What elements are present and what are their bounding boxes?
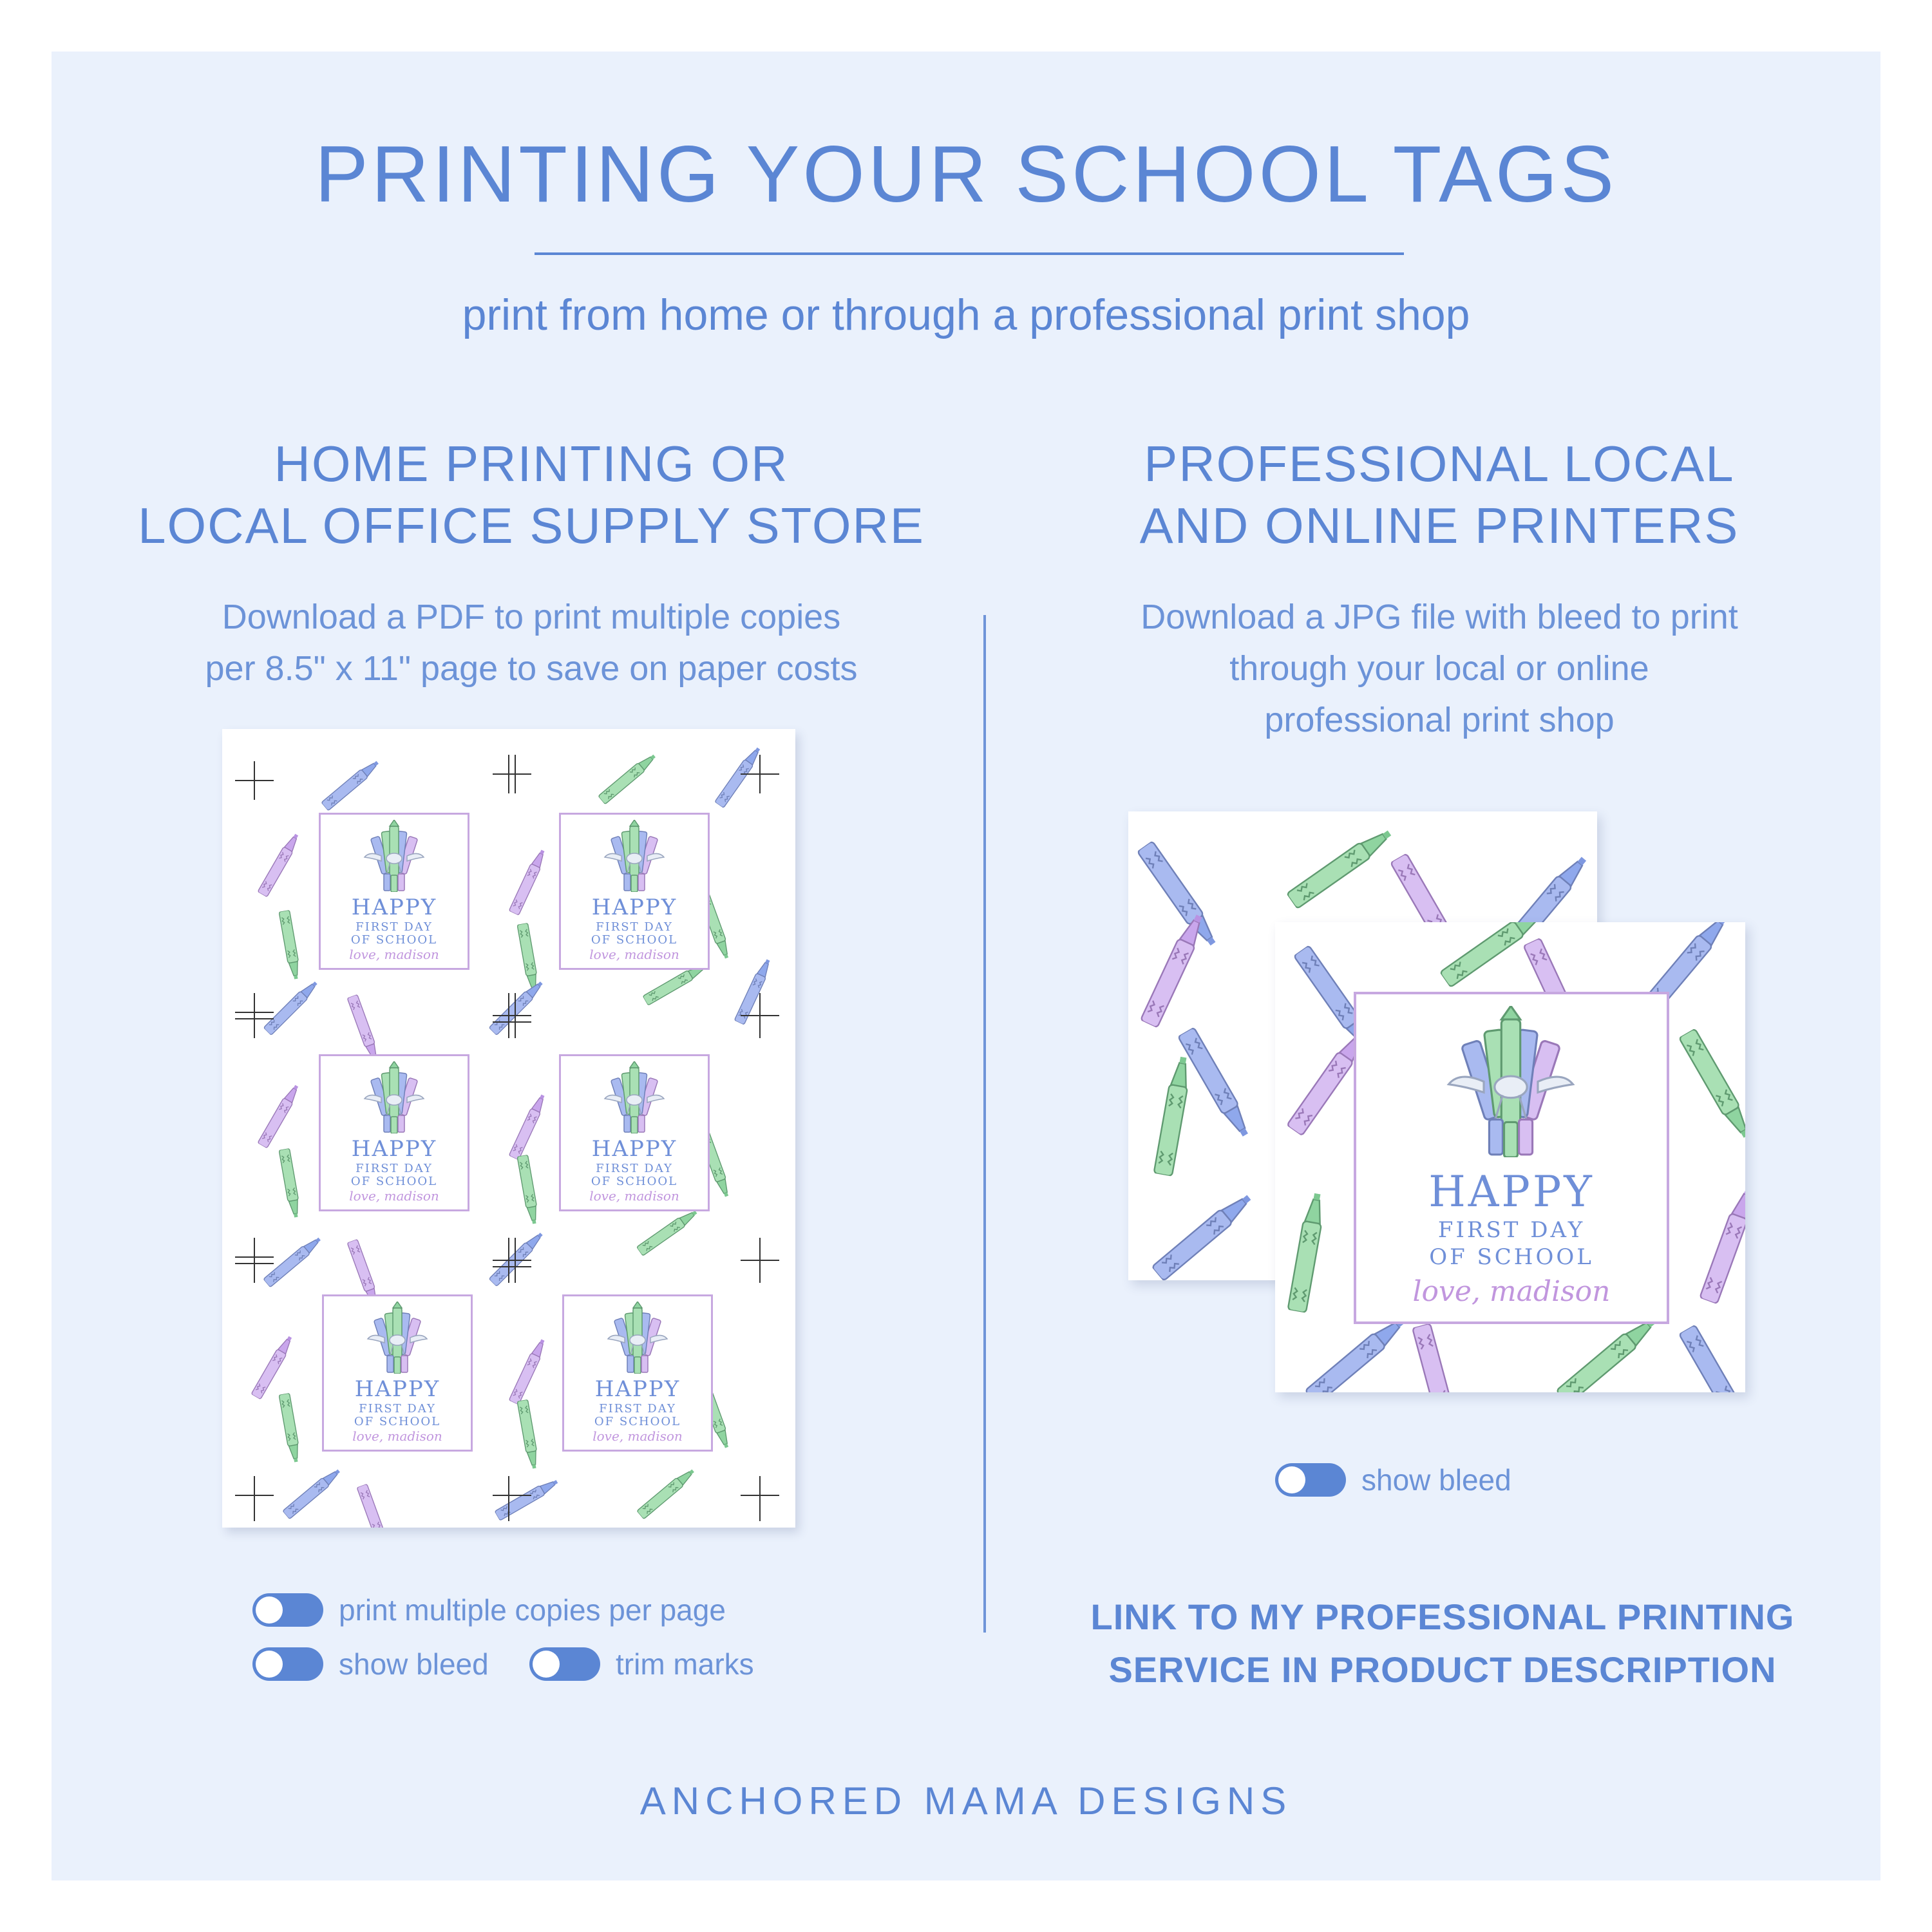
tag-preview: [322, 1294, 473, 1452]
tag-of-school: OF SCHOOL: [354, 1415, 441, 1428]
tag-happy: HAPPY: [594, 1376, 681, 1402]
tag-first-day: FIRST DAY: [355, 920, 433, 934]
tag-signature: love, madison: [349, 947, 439, 962]
tag-of-school: OF SCHOOL: [594, 1415, 681, 1428]
trim-marks-label: trim marks: [616, 1647, 754, 1681]
professional-printing-link-note: [1018, 1591, 1868, 1696]
crayon-bouquet-icon: [1443, 1006, 1578, 1157]
show-bleed-toggle[interactable]: [1275, 1463, 1346, 1497]
tag-preview: [562, 1294, 713, 1452]
link-note-line1: LINK TO MY PROFESSIONAL PRINTING: [1090, 1596, 1795, 1637]
print-multiple-copies-toggle[interactable]: [252, 1593, 323, 1627]
tag-signature: love, madison: [1412, 1275, 1611, 1308]
tag-first-day: FIRST DAY: [596, 920, 673, 934]
letter-page-preview: [222, 729, 795, 1528]
tag-preview: [319, 813, 469, 970]
home-printing-description: [97, 591, 966, 694]
tag-preview: [559, 1054, 710, 1211]
print-multiple-copies-label: print multiple copies per page: [339, 1593, 726, 1627]
crayon-bouquet-icon: [602, 820, 667, 892]
page-subtitle: print from home or through a professional print shop: [462, 290, 1470, 339]
tag-first-day: FIRST DAY: [359, 1402, 436, 1416]
tag-of-school: OF SCHOOL: [591, 1175, 678, 1188]
tag-first-day: FIRST DAY: [596, 1162, 673, 1175]
toggle-knob: [1278, 1466, 1305, 1493]
trim-marks-toggle[interactable]: [529, 1647, 600, 1681]
toggle-knob: [533, 1651, 560, 1678]
tag-happy: HAPPY: [351, 895, 437, 920]
tag-happy: HAPPY: [351, 1136, 437, 1162]
crayon-bouquet-icon: [362, 820, 426, 892]
crayon-bouquet-icon: [605, 1302, 670, 1374]
tag-happy: HAPPY: [1428, 1167, 1595, 1217]
home-printing-description-line1: Download a PDF to print multiple copies: [222, 598, 841, 636]
toggle-knob: [256, 1651, 283, 1678]
tag-signature: love, madison: [349, 1188, 439, 1204]
crayon-bouquet-icon: [362, 1061, 426, 1133]
tag-signature: love, madison: [592, 1428, 683, 1444]
tag-happy: HAPPY: [591, 1136, 677, 1162]
professional-printers-heading: [1005, 433, 1874, 556]
page-title: PRINTING YOUR SCHOOL TAGS: [314, 130, 1618, 219]
professional-printers-description-line1: Download a JPG file with bleed to print: [1141, 598, 1738, 636]
tag-signature: love, madison: [589, 947, 679, 962]
tag-signature: love, madison: [589, 1188, 679, 1204]
home-printing-heading-line1: HOME PRINTING OR: [274, 435, 789, 492]
professional-printers-description-line3: professional print shop: [1264, 701, 1615, 739]
tag-happy: HAPPY: [354, 1376, 440, 1402]
professional-printers-description-line2: through your local or online: [1229, 649, 1649, 688]
professional-printers-heading-line2: AND ONLINE PRINTERS: [1139, 497, 1739, 554]
show-bleed-toggle[interactable]: [252, 1647, 323, 1681]
home-printing-description-line2: per 8.5" x 11" page to save on paper costs: [205, 649, 858, 688]
column-divider: [983, 615, 986, 1633]
tag-of-school: OF SCHOOL: [350, 933, 438, 947]
tag-preview: [559, 813, 710, 970]
tag-of-school: OF SCHOOL: [591, 933, 678, 947]
tag-first-day: FIRST DAY: [1437, 1217, 1586, 1243]
toggle-knob: [256, 1596, 283, 1624]
link-note-line2: SERVICE IN PRODUCT DESCRIPTION: [1108, 1649, 1777, 1690]
home-printing-heading-line2: LOCAL OFFICE SUPPLY STORE: [138, 497, 925, 554]
tag-of-school: OF SCHOOL: [1429, 1244, 1594, 1270]
title-underline: [535, 252, 1404, 255]
tag-of-school: OF SCHOOL: [350, 1175, 438, 1188]
tag-preview-large: [1354, 992, 1669, 1324]
crayon-bouquet-icon: [365, 1302, 430, 1374]
show-bleed-label: show bleed: [1361, 1463, 1511, 1497]
home-printing-heading: [97, 433, 966, 556]
tag-first-day: FIRST DAY: [355, 1162, 433, 1175]
tag-preview: [319, 1054, 469, 1211]
crayon-bouquet-icon: [602, 1061, 667, 1133]
professional-printers-description: [1005, 591, 1874, 746]
tag-happy: HAPPY: [591, 895, 677, 920]
show-bleed-label: show bleed: [339, 1647, 489, 1681]
brand-name: ANCHORED MAMA DESIGNS: [639, 1779, 1293, 1823]
tag-signature: love, madison: [352, 1428, 442, 1444]
professional-printers-heading-line1: PROFESSIONAL LOCAL: [1144, 435, 1735, 492]
tag-first-day: FIRST DAY: [599, 1402, 676, 1416]
